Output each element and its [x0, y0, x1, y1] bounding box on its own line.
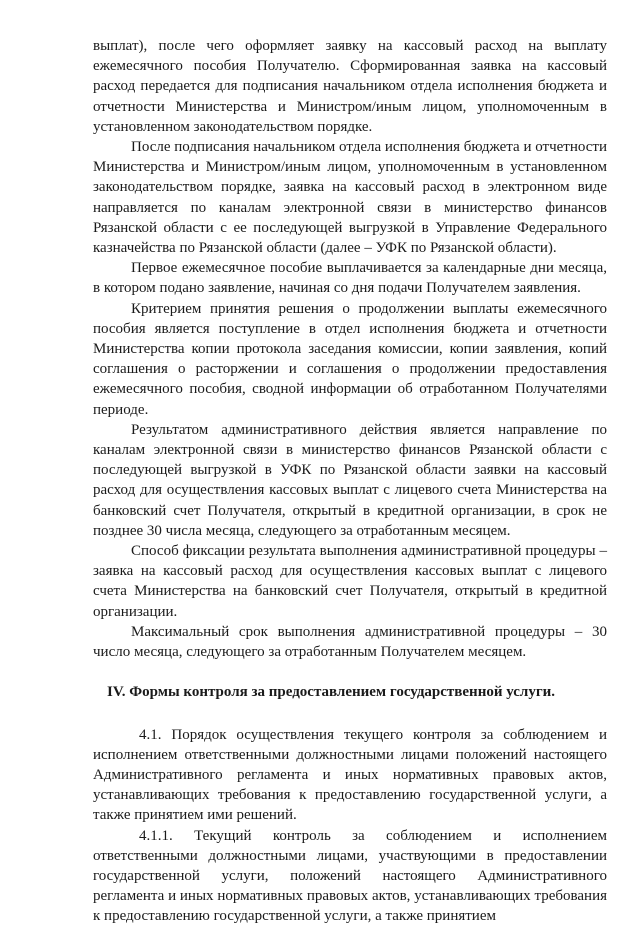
paragraph-4-1-1: 4.1.1. Текущий контроль за соблюдением и исполнением ответственными должностными лицами, участвующими в предоставлении государственной услуги, положений настоящего Административного регламента и иных нормативных правовых актов, устанавливающих требования к предоставлению государственной услуги, а также принятием [93, 827, 607, 925]
paragraph-decision-criterion: Критерием принятия решения о продолжении выплаты ежемесячного пособия является поступление в отдел исполнения бюджета и отчетности Министерства копии протокола заседания комиссии, копии заявления, копий соглашения о расторжении и соглашения о продолжении предоставления ежемесячного пособия, сводной информации об отработанном Получателями периоде. [93, 300, 607, 418]
paragraph-first-payment: Первое ежемесячное пособие выплачивается за календарные дни месяца, в котором подано заявление, начиная со дня подачи Получателем заявления. [93, 260, 607, 297]
paragraph-max-term: Максимальный срок выполнения административной процедуры – 30 число месяца, следующего за отработанным Получателем месяцем. [93, 623, 607, 661]
paragraph-signing: После подписания начальником отдела исполнения бюджета и отчетности Министерства и Министром/иным лицом, уполномоченным в установленном законодательством порядке, заявка на кассовый расход в электронном виде направляется по каналам электронной связи в министерство финансов Рязанской области с ее последующей выгрузкой в Управление Федерального казначейства по Рязанской области (далее – УФК по Рязанской области). [93, 139, 607, 257]
paragraph-result: Результатом административного действия является направление по каналам электронной связи в министерство финансов Рязанской области с последующей выгрузкой в УФК по Рязанской области заявки на кассовый расход для осуществления кассовых выплат с лицевого счета Министерства на банковский счет Получателя, открытый в кредитной организации, в срок не позднее 30 числа месяца, следующего за отработанным месяцем. [93, 421, 607, 539]
document-body [93, 36, 607, 927]
section-heading: IV. Формы контроля за предоставлением государственной услуги. [107, 684, 556, 701]
paragraph-continuation: выплат), после чего оформляет заявку на кассовый расход на выплату ежемесячного пособия Получателю. Сформированная заявка на кассовый расход передается для подписания начальником отдела исполнения бюджета и отчетности Министерства и Министром/иным лицом, уполномоченным в установленном законодательством порядке. [93, 38, 607, 135]
paragraph-fixation-method: Способ фиксации результата выполнения административной процедуры – заявка на кассовый расход для осуществления кассовых выплат с лицевого счета Министерства на банковский счет Получателя, открытый в кредитной организации. [93, 543, 607, 620]
paragraph-4-1: 4.1. Порядок осуществления текущего контроля за соблюдением и исполнением ответственными должностными лицами положений настоящего Административного регламента и иных нормативных правовых актов, устанавливающих требования к предоставлению государственной услуги, а также принятием ими решений. [93, 726, 607, 824]
